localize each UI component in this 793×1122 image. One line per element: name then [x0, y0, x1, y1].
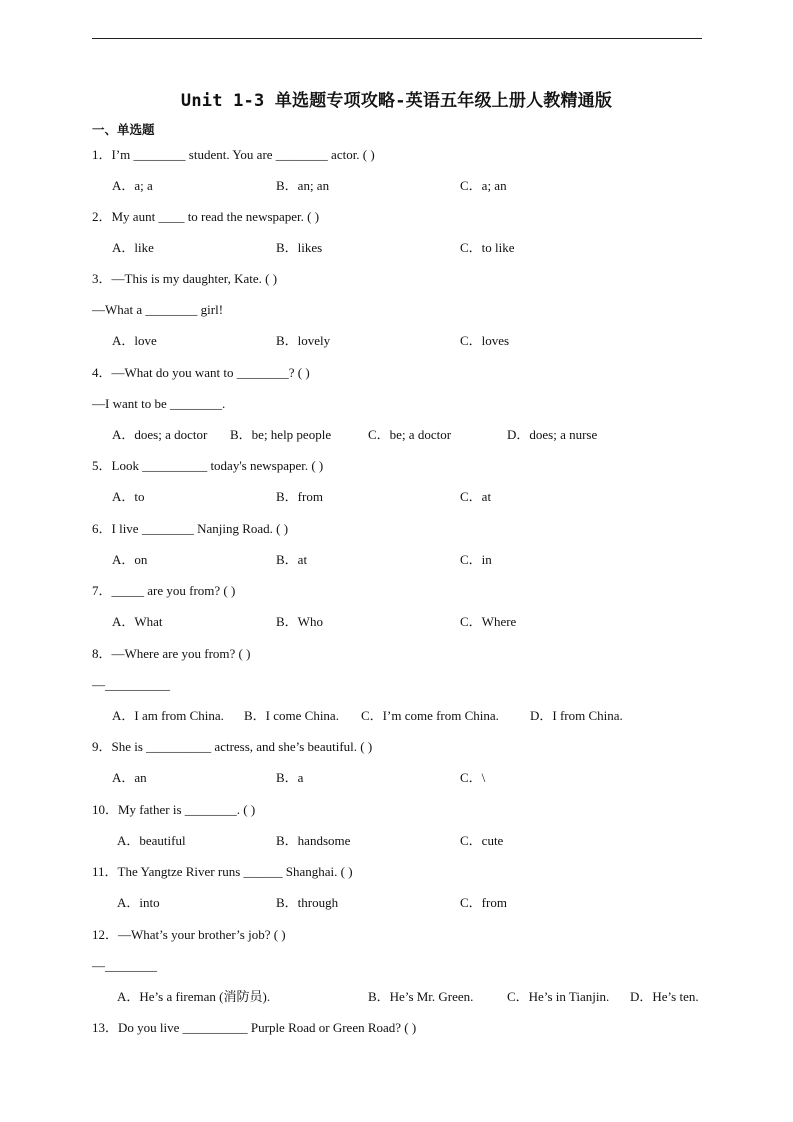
question-stem-line2: —________	[92, 958, 157, 973]
option-a: A．does; a doctor	[112, 427, 208, 442]
option-c: C．cute	[460, 833, 504, 848]
option-b: B．through	[276, 895, 339, 910]
option-a: A．an	[112, 770, 147, 785]
option-b: B．I come China.	[244, 708, 339, 723]
question-stem: 12．—What’s your brother’s job? ( )	[92, 927, 286, 942]
question-stem: 1．I’m ________ student. You are ________ actor. ( )	[92, 147, 375, 162]
option-c: C．Where	[460, 614, 517, 629]
question-stem: 4．—What do you want to ________? ( )	[92, 365, 310, 380]
option-d: D．I from China.	[530, 708, 623, 723]
option-c: C．He’s in Tianjin.	[507, 989, 610, 1004]
option-a: A．a; a	[112, 178, 153, 193]
question-stem: 3．—This is my daughter, Kate. ( )	[92, 271, 278, 286]
option-a: A．to	[112, 489, 145, 504]
question-stem: 6．I live ________ Nanjing Road. ( )	[92, 521, 289, 536]
option-a: A．beautiful	[117, 833, 186, 848]
header-rule	[92, 38, 702, 39]
option-a: A．like	[112, 240, 154, 255]
question-stem: 7．_____ are you from? ( )	[92, 583, 236, 598]
option-b: B．an; an	[276, 178, 330, 193]
option-a: A．on	[112, 552, 148, 567]
page-title: Unit 1-3 单选题专项攻略-英语五年级上册人教精通版	[180, 91, 613, 111]
option-c: C．be; a doctor	[368, 427, 452, 442]
question-stem: 13．Do you live __________ Purple Road or Green Road? ( )	[92, 1020, 417, 1035]
question-stem-line2: —__________	[92, 677, 170, 692]
option-b: B．at	[276, 552, 308, 567]
option-c: C．I’m come from China.	[361, 708, 499, 723]
option-b: B．from	[276, 489, 323, 504]
option-c: C．to like	[460, 240, 515, 255]
question-stem-line2: —What a ________ girl!	[92, 302, 224, 317]
option-b: B．likes	[276, 240, 323, 255]
option-a: A．love	[112, 333, 157, 348]
option-c: C．at	[460, 489, 492, 504]
option-c: C．\	[460, 770, 486, 785]
option-a: A．into	[117, 895, 160, 910]
option-a: A．What	[112, 614, 163, 629]
option-a: A．He’s a fireman (消防员).	[117, 989, 271, 1004]
option-c: C．a; an	[460, 178, 507, 193]
option-b: B．be; help people	[230, 427, 332, 442]
option-b: B．a	[276, 770, 304, 785]
option-c: C．from	[460, 895, 507, 910]
question-stem: 8．—Where are you from? ( )	[92, 646, 251, 661]
option-b: B．handsome	[276, 833, 351, 848]
option-d: D．He’s ten.	[630, 989, 699, 1004]
option-b: B．He’s Mr. Green.	[368, 989, 474, 1004]
option-a: A．I am from China.	[112, 708, 224, 723]
question-stem: 9．She is __________ actress, and she’s beautiful. ( )	[92, 739, 373, 754]
question-stem-line2: —I want to be ________.	[92, 396, 226, 411]
question-stem: 11．The Yangtze River runs ______ Shanghai. ( )	[92, 864, 353, 879]
option-c: C．loves	[460, 333, 510, 348]
question-stem: 10．My father is ________. ( )	[92, 802, 256, 817]
section-heading: 一、单选题	[92, 122, 155, 137]
option-c: C．in	[460, 552, 492, 567]
question-stem: 2．My aunt ____ to read the newspaper. ( )	[92, 209, 320, 224]
option-b: B．lovely	[276, 333, 331, 348]
question-stem: 5．Look __________ today's newspaper. ( )	[92, 458, 324, 473]
option-d: D．does; a nurse	[507, 427, 598, 442]
option-b: B．Who	[276, 614, 323, 629]
